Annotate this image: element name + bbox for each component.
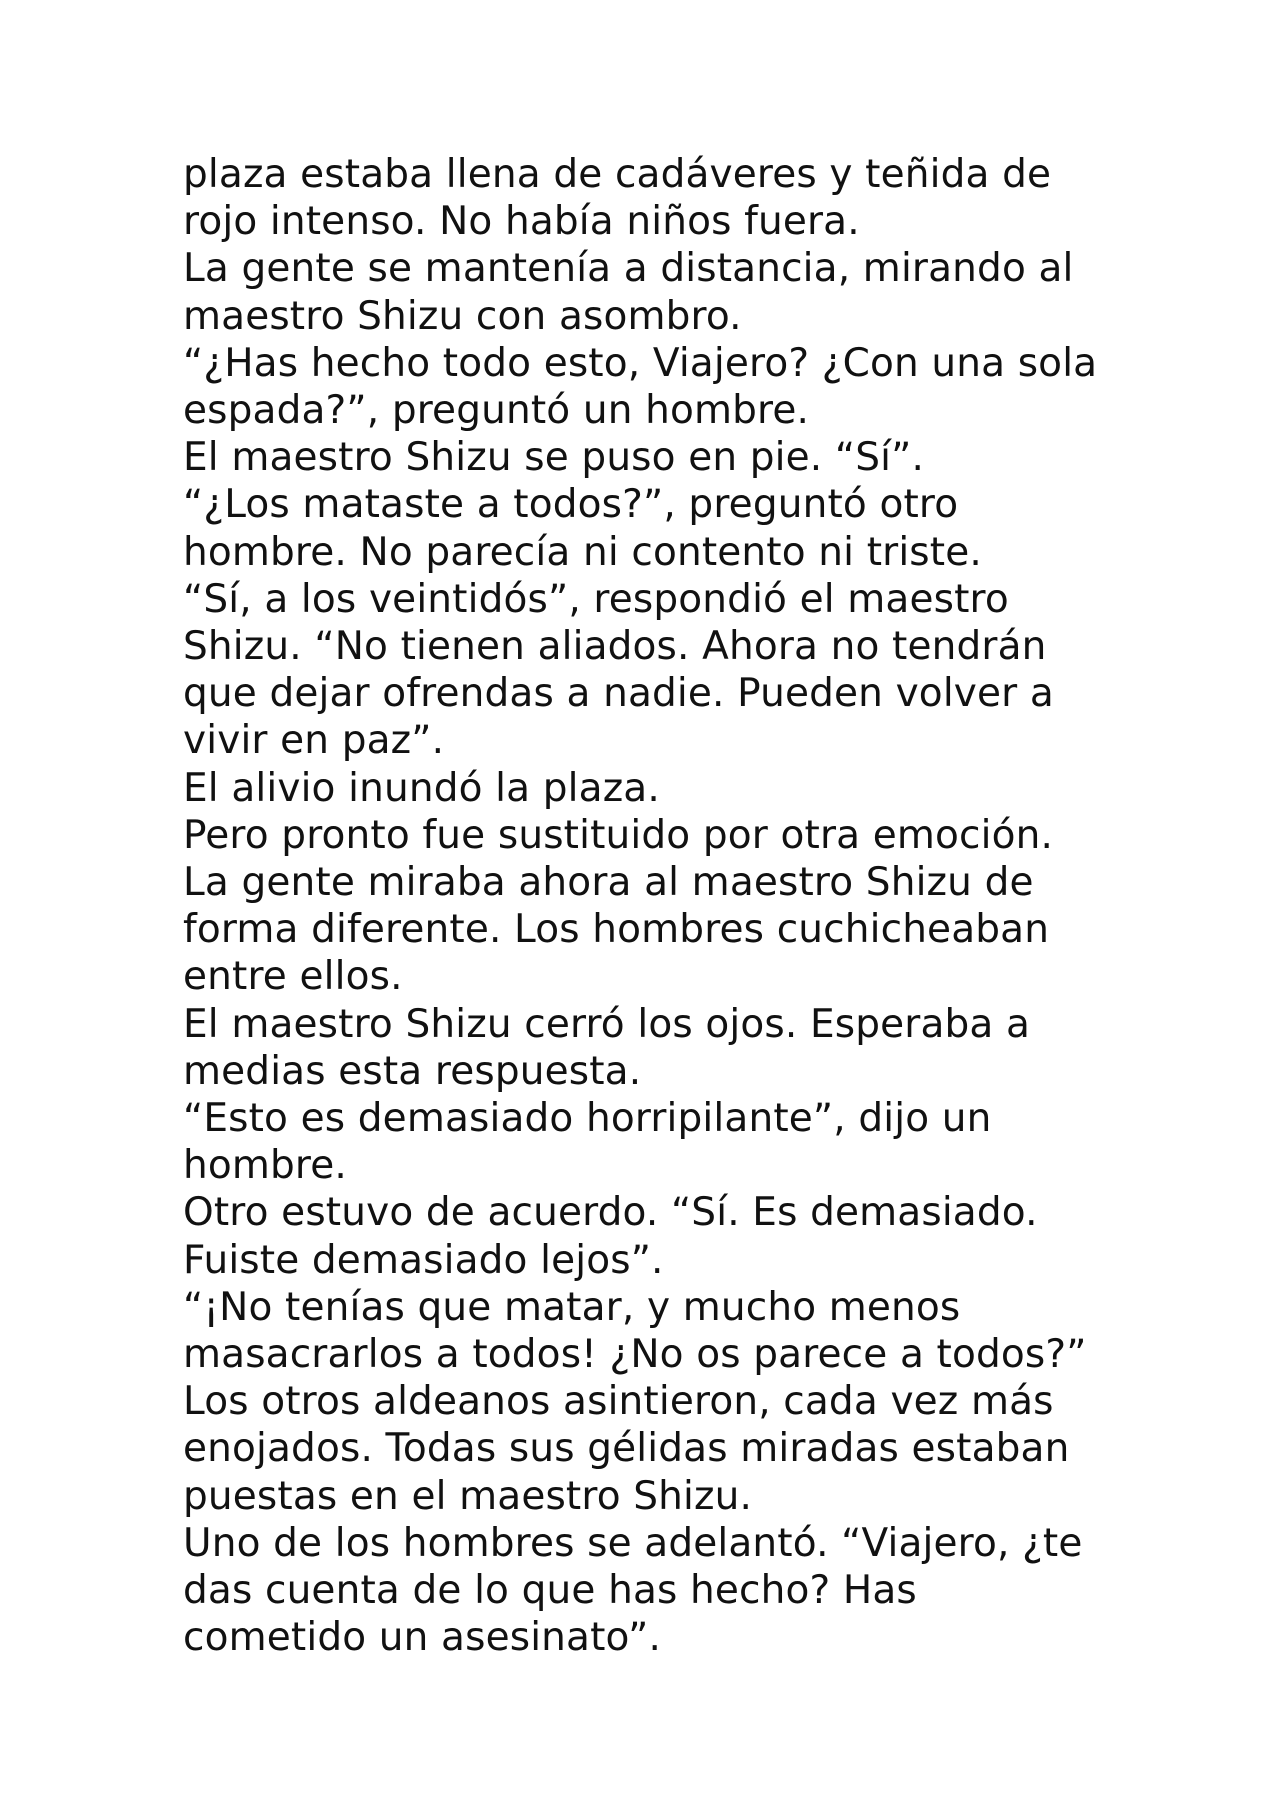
- text-line: La gente se mantenía a distancia, mirando al: [183, 246, 1074, 292]
- text-line: El maestro Shizu se puso en pie. “Sí”.: [183, 435, 925, 481]
- text-line: “Sí, a los veintidós”, respondió el maestro: [183, 576, 1009, 622]
- text-line: masacrarlos a todos! ¿No os parece a todos?”: [183, 1332, 1087, 1378]
- text-line: medias esta respuesta.: [183, 1048, 642, 1094]
- text-line: Los otros aldeanos asintieron, cada vez más: [183, 1379, 1054, 1425]
- text-line: que dejar ofrendas a nadie. Pueden volver a: [183, 671, 1054, 717]
- text-line: das cuenta de lo que has hecho? Has: [183, 1568, 917, 1614]
- text-line: cometido un asesinato”.: [183, 1615, 662, 1661]
- text-line: espada?”, preguntó un hombre.: [183, 388, 810, 434]
- text-line: El maestro Shizu cerró los ojos. Esperaba a: [183, 1001, 1031, 1047]
- text-line: hombre. No parecía ni contento ni triste.: [183, 529, 982, 575]
- text-line: “¡No tenías que matar, y mucho menos: [183, 1284, 961, 1330]
- text-line: rojo intenso. No había niños fuera.: [183, 199, 860, 245]
- body-text: [183, 151, 1183, 1662]
- text-line: puestas en el maestro Shizu.: [183, 1473, 753, 1519]
- text-line: vivir en paz”.: [183, 718, 445, 764]
- text-line: Shizu. “No tienen aliados. Ahora no tendrán: [183, 624, 1047, 670]
- text-line: “Esto es demasiado horripilante”, dijo un: [183, 1096, 992, 1142]
- text-line: Uno de los hombres se adelantó. “Viajero, ¿te: [183, 1520, 1083, 1566]
- text-line: entre ellos.: [183, 954, 403, 1000]
- text-line: Pero pronto fue sustituido por otra emoción.: [183, 812, 1054, 858]
- text-line: forma diferente. Los hombres cuchicheaban: [183, 907, 1050, 953]
- text-line: enojados. Todas sus gélidas miradas estaban: [183, 1426, 1070, 1472]
- text-line: maestro Shizu con asombro.: [183, 293, 742, 339]
- text-line: plaza estaba llena de cadáveres y teñida de: [183, 152, 1052, 197]
- text-line: Fuiste demasiado lejos”.: [183, 1237, 664, 1283]
- text-line: “¿Has hecho todo esto, Viajero? ¿Con una sola: [183, 340, 1098, 386]
- text-line: Otro estuvo de acuerdo. “Sí. Es demasiado.: [183, 1190, 1038, 1236]
- text-line: El alivio inundó la plaza.: [183, 765, 660, 811]
- text-line: hombre.: [183, 1143, 347, 1189]
- text-line: “¿Los mataste a todos?”, preguntó otro: [183, 482, 959, 528]
- text-line: La gente miraba ahora al maestro Shizu de: [183, 860, 1034, 906]
